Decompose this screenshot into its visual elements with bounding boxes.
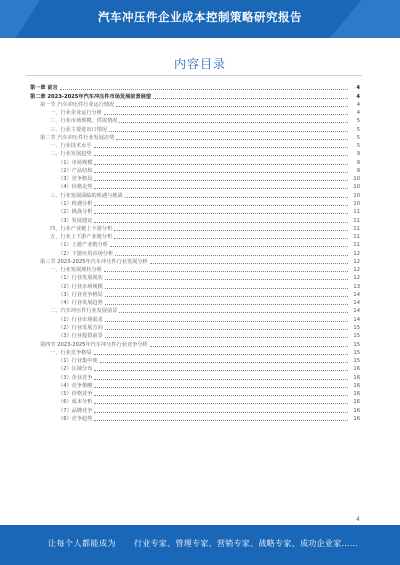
toc-leader-dots	[94, 154, 348, 156]
toc-leader-dots	[94, 146, 348, 148]
toc-list	[30, 84, 360, 423]
toc-entry-page: 16	[353, 391, 360, 398]
toc-entry-title: （2）产品结构	[58, 167, 93, 174]
report-title: 汽车冲压件企业成本控制策略研究报告	[98, 10, 302, 24]
toc-leader-dots	[94, 378, 348, 380]
toc-entry-title: 二、行业发展趋势	[50, 151, 92, 158]
toc-entry-page: 11	[353, 242, 360, 249]
toc-entry-page: 15	[353, 333, 360, 340]
toc-entry-page: 15	[353, 349, 360, 356]
toc-entry[interactable]	[30, 233, 360, 241]
toc-entry[interactable]	[30, 365, 360, 373]
toc-entry-title: 二、汽车冲压件行业发展前景	[50, 308, 118, 315]
toc-entry[interactable]	[30, 266, 360, 274]
toc-entry[interactable]	[30, 175, 360, 183]
toc-leader-dots	[60, 88, 348, 90]
toc-leader-dots	[116, 105, 348, 107]
toc-entry-title: （3）发展建议	[58, 217, 93, 224]
toc-leader-dots	[114, 229, 348, 231]
toc-entry-page: 14	[353, 308, 360, 315]
toc-entry-page: 14	[353, 300, 360, 307]
toc-leader-dots	[119, 311, 348, 313]
toc-leader-dots	[94, 221, 348, 223]
toc-entry-page: 16	[353, 382, 360, 389]
toc-leader-dots	[94, 419, 348, 421]
toc-entry-title: 一、行业发展现状分析	[50, 267, 102, 274]
toc-entry-title: （3）行业投资前景	[58, 333, 103, 340]
toc-entry[interactable]	[30, 183, 360, 191]
toc-entry[interactable]	[30, 150, 360, 158]
toc-entry[interactable]	[30, 307, 360, 315]
toc-leader-dots	[115, 254, 348, 256]
toc-entry-page: 9	[356, 151, 360, 158]
toc-entry[interactable]	[30, 258, 360, 266]
toc-entry[interactable]	[30, 84, 360, 92]
toc-entry-page: 4	[356, 85, 360, 92]
toc-entry-title: （2）挑战分析	[58, 209, 93, 216]
toc-entry[interactable]	[30, 208, 360, 216]
toc-entry[interactable]	[30, 158, 360, 166]
toc-entry-page: 10	[353, 184, 360, 191]
toc-divider	[26, 75, 362, 76]
toc-entry[interactable]	[30, 324, 360, 332]
toc-entry[interactable]	[30, 134, 360, 142]
toc-entry-page: 12	[353, 250, 360, 257]
toc-entry-title: 三、行业主要进出口情况	[50, 126, 108, 133]
toc-leader-dots	[105, 336, 348, 338]
toc-entry-page: 5	[356, 143, 360, 150]
toc-entry-page: 15	[353, 358, 360, 365]
toc-entry-page: 16	[353, 374, 360, 381]
toc-entry-title: （1）上游产业链分析	[58, 242, 108, 249]
toc-entry[interactable]	[30, 315, 360, 323]
toc-leader-dots	[105, 320, 348, 322]
toc-entry-title: 一、行业技术水平	[50, 143, 92, 150]
toc-entry-title: （4）竞争策略	[58, 382, 93, 389]
toc-entry-page: 11	[353, 209, 360, 216]
toc-entry-title: （1）市场规模	[58, 159, 93, 166]
toc-entry-page: 10	[353, 200, 360, 207]
toc-leader-dots	[105, 295, 348, 297]
toc-entry-page: 4	[356, 110, 360, 117]
toc-entry-page: 5	[356, 118, 360, 125]
toc-leader-dots	[94, 386, 348, 388]
toc-entry-page: 12	[353, 258, 360, 265]
toc-entry[interactable]	[30, 274, 360, 282]
toc-entry-title: （2）行业发展方向	[58, 324, 103, 331]
toc-leader-dots	[94, 204, 348, 206]
toc-leader-dots	[100, 361, 348, 363]
toc-entry-title: 第二章 2023-2025年汽车冲压件市场发展前景展望	[30, 93, 152, 100]
toc-entry[interactable]	[30, 382, 360, 390]
toc-entry[interactable]	[30, 398, 360, 406]
toc-entry-page: 4	[356, 93, 360, 100]
toc-entry[interactable]	[30, 92, 360, 100]
toc-entry-page: 5	[356, 134, 360, 141]
toc-entry-title: （1）行业市场需求	[58, 316, 103, 323]
toc-entry[interactable]	[30, 415, 360, 423]
toc-entry[interactable]	[30, 249, 360, 257]
toc-entry-title: 第四节 2023-2025年汽车冲压件行业竞争分析	[40, 341, 148, 348]
toc-entry-title: 第一章 前言	[30, 85, 58, 92]
toc-entry[interactable]	[30, 299, 360, 307]
toc-entry[interactable]	[30, 125, 360, 133]
toc-entry[interactable]	[30, 142, 360, 150]
toc-entry-title: （3）竞争格局	[58, 176, 93, 183]
toc-leader-dots	[94, 369, 348, 371]
toc-entry-title: 一、行业竞争格局	[50, 349, 92, 356]
toc-entry[interactable]	[30, 282, 360, 290]
footer-slogan: 让每个人都能成为	[48, 539, 116, 548]
toc-entry[interactable]	[30, 390, 360, 398]
toc-leader-dots	[104, 270, 348, 272]
toc-entry-title: 第三节 2023-2025年汽车冲压件行业发展分析	[40, 258, 148, 265]
toc-entry[interactable]	[30, 225, 360, 233]
toc-leader-dots	[150, 345, 348, 347]
toc-entry[interactable]	[30, 291, 360, 299]
toc-entry-page: 16	[353, 407, 360, 414]
toc-entry-page: 11	[353, 234, 360, 241]
toc-entry-title: 五、行业上下游产业链分析	[50, 234, 113, 241]
toc-leader-dots	[119, 121, 348, 123]
toc-entry[interactable]	[30, 109, 360, 117]
toc-entry[interactable]	[30, 357, 360, 365]
toc-entry-title: （1）行业集中度	[58, 358, 98, 365]
toc-leader-dots	[94, 179, 348, 181]
toc-leader-dots	[94, 411, 348, 413]
toc-entry-page: 9	[356, 167, 360, 174]
toc-entry[interactable]	[30, 216, 360, 224]
toc-leader-dots	[105, 278, 348, 280]
toc-entry-page: 15	[353, 341, 360, 348]
toc-leader-dots	[114, 237, 348, 239]
toc-entry-title: 一、行业企业运行分析	[50, 110, 102, 117]
toc-entry-title: （4）行业发展趋势	[58, 300, 103, 307]
toc-entry-title: （1）行业发展现状	[58, 275, 103, 282]
toc-leader-dots	[94, 353, 348, 355]
toc-leader-dots	[94, 163, 348, 165]
toc-leader-dots	[125, 196, 348, 198]
toc-heading: 内容目录	[173, 57, 226, 71]
toc-entry-title: 第一节 汽车冲压件行业运行情况	[40, 101, 115, 108]
toc-entry[interactable]	[30, 191, 360, 199]
toc-leader-dots	[105, 303, 348, 305]
toc-entry[interactable]	[30, 406, 360, 414]
toc-entry-page: 16	[353, 415, 360, 422]
toc-entry[interactable]	[30, 332, 360, 340]
footer-band	[0, 525, 400, 565]
toc-entry[interactable]	[30, 200, 360, 208]
toc-entry-title: （4）价格走势	[58, 184, 93, 191]
toc-entry-page: 12	[353, 275, 360, 282]
toc-entry-title: （1）机遇分析	[58, 200, 93, 207]
toc-leader-dots	[94, 394, 348, 396]
toc-entry-title: （2）区域分布	[58, 366, 93, 373]
toc-entry-title: （2）行业市场规模	[58, 283, 103, 290]
toc-entry-page: 14	[353, 316, 360, 323]
toc-entry-title: （8）竞争趋势	[58, 415, 93, 422]
header-band	[0, 0, 400, 38]
toc-entry-title: （3）行业竞争格局	[58, 291, 103, 298]
toc-entry[interactable]	[30, 117, 360, 125]
toc-entry-title: 四、行业产业链上下游分析	[50, 225, 113, 232]
toc-entry-page: 16	[353, 399, 360, 406]
toc-leader-dots	[94, 187, 348, 189]
toc-leader-dots	[105, 328, 348, 330]
toc-entry-page: 5	[356, 126, 360, 133]
toc-entry-title: 二、行业市场规模、供需情况	[50, 118, 118, 125]
toc-entry-page: 12	[353, 267, 360, 274]
toc-entry-page: 10	[353, 176, 360, 183]
toc-entry-page: 11	[353, 225, 360, 232]
toc-entry-page: 15	[353, 324, 360, 331]
toc-leader-dots	[94, 212, 348, 214]
toc-entry-title: 三、行业发展面临的机遇与挑战	[50, 192, 123, 199]
toc-entry[interactable]	[30, 340, 360, 348]
toc-entry-page: 11	[353, 217, 360, 224]
toc-entry-title: （5）价格竞争	[58, 391, 93, 398]
toc-entry[interactable]	[30, 241, 360, 249]
toc-entry-page: 13	[353, 283, 360, 290]
toc-entry[interactable]	[30, 373, 360, 381]
toc-leader-dots	[110, 245, 348, 247]
toc-leader-dots	[150, 262, 348, 264]
toc-leader-dots	[105, 287, 348, 289]
toc-leader-dots	[104, 113, 348, 115]
toc-entry[interactable]	[30, 167, 360, 175]
toc-entry-page: 14	[353, 291, 360, 298]
toc-entry-page: 10	[353, 192, 360, 199]
footer-tagline: 行业专家、管理专家、营销专家、战略专家、成功企业家……	[134, 539, 359, 548]
toc-leader-dots	[116, 138, 348, 140]
toc-leader-dots	[94, 402, 348, 404]
toc-leader-dots	[109, 130, 348, 132]
toc-entry[interactable]	[30, 101, 360, 109]
toc-entry-page: 16	[353, 366, 360, 373]
toc-entry-title: （7）品牌竞争	[58, 407, 93, 414]
toc-entry-title: （6）成本分析	[58, 399, 93, 406]
toc-leader-dots	[153, 97, 348, 99]
toc-entry-title: 第二节 汽车冲压件行业发展态势	[40, 134, 115, 141]
toc-entry-page: 9	[356, 159, 360, 166]
toc-entry-title: （2）下游应用市场分析	[58, 250, 114, 257]
toc-entry-title: （3）企业竞争	[58, 374, 93, 381]
toc-leader-dots	[94, 171, 348, 173]
toc-entry-page: 4	[356, 101, 360, 108]
toc-entry[interactable]	[30, 349, 360, 357]
page-number: 4	[356, 516, 360, 523]
